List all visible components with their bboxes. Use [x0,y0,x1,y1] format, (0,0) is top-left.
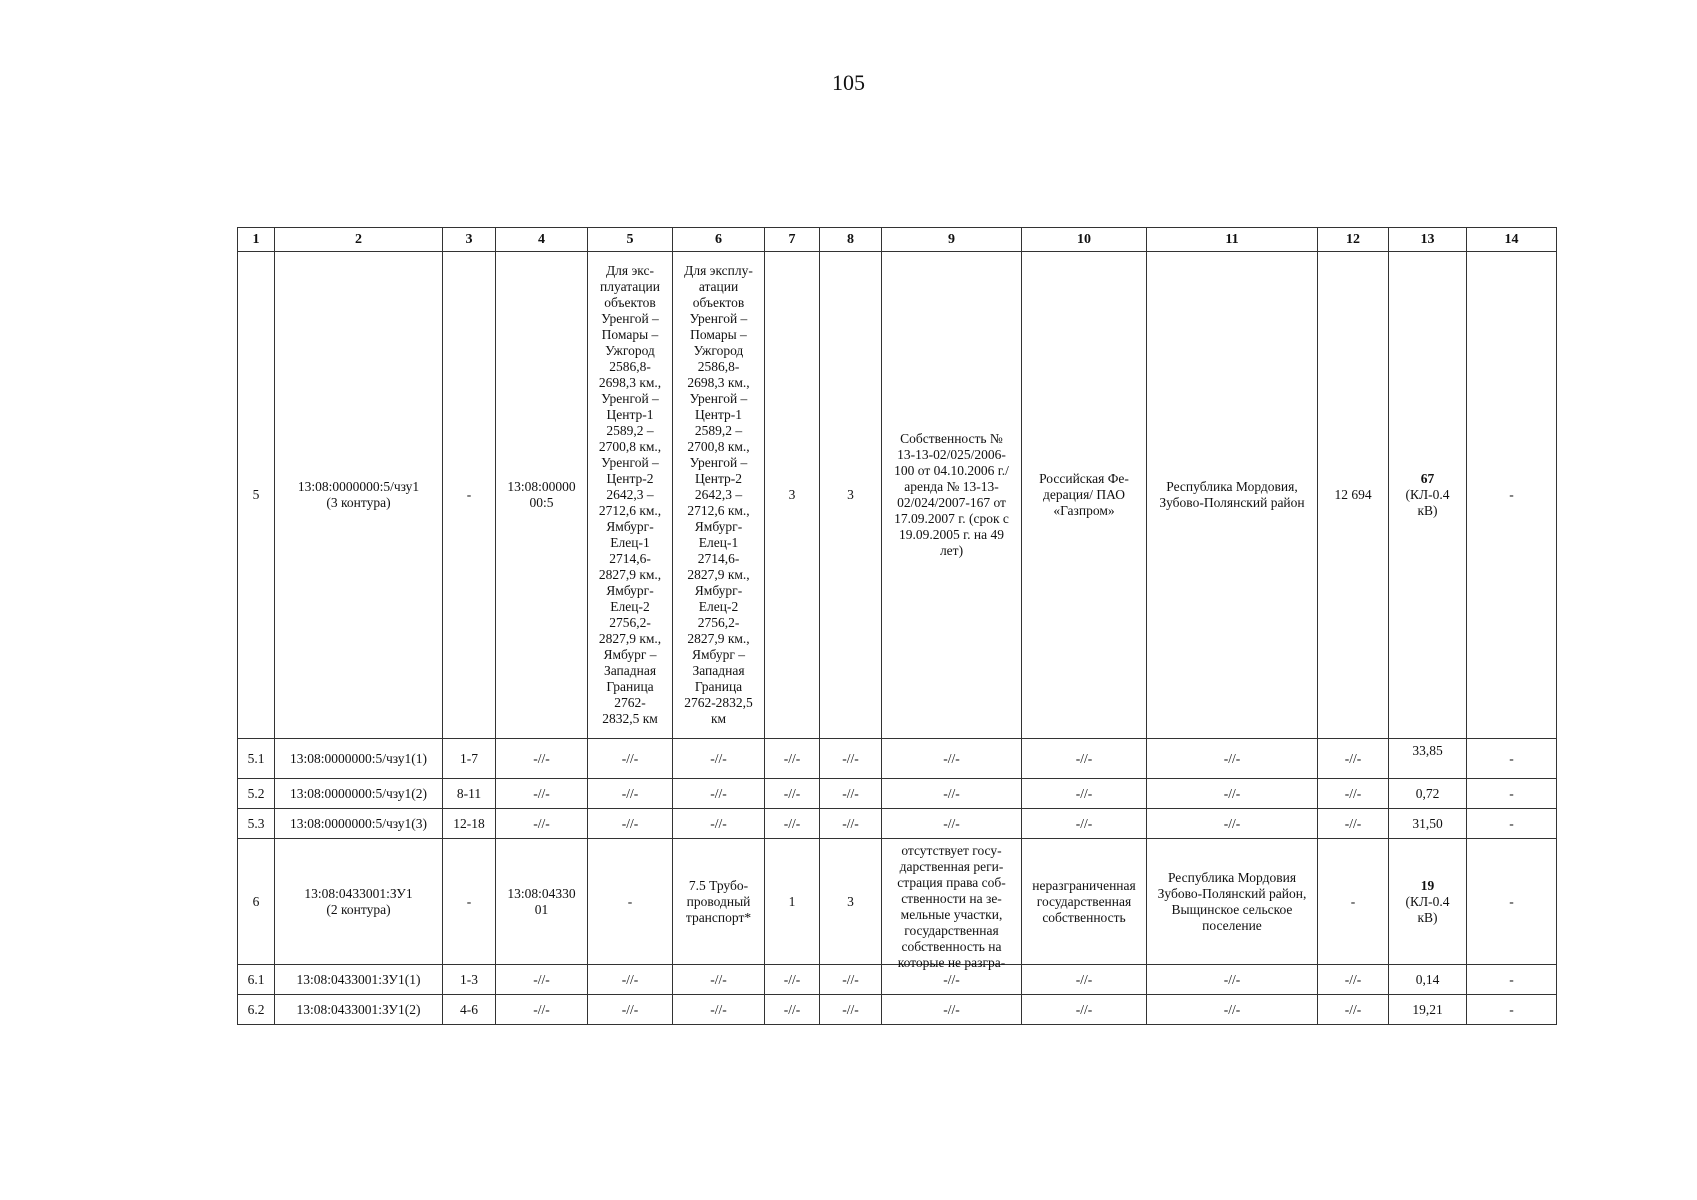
table-cell-col-3 [443,252,496,739]
cell-text: -//- [1344,971,1362,987]
cell-text: неразграниченная государственная собственность [1032,877,1136,925]
cell-text: 1-3 [460,971,478,987]
column-header-3: 3 [443,228,496,252]
table-cell-col-5 [588,809,673,839]
table-cell-col-7 [765,839,820,965]
table-cell-col-3 [443,809,496,839]
table-cell-col-14 [1467,252,1557,739]
cell-text: - [466,893,472,909]
cell-text: 13:08:0000000:5/чзу1(1) [289,750,428,766]
cell-text: Республика Мордовия, Зубово-Полянский район [1159,479,1305,510]
cell-text: -//- [621,750,639,766]
cell-text: Республика Мордовия Зубово-Полянский район, Выщинское сельское поселение [1157,869,1307,933]
cell-text: -//- [621,1001,639,1017]
table-cell-col-1 [238,839,275,965]
table-cell-col-1 [238,995,275,1025]
column-header-9: 9 [882,228,1022,252]
cell-text: -//- [710,750,727,766]
cell-text: 5.3 [247,815,265,831]
table-cell-col-11 [1147,965,1318,995]
table-row [238,252,1557,739]
column-header-12: 12 [1318,228,1389,252]
table-cell-col-6 [673,252,765,739]
cell-text: 13:08:0000000:5/чзу1(2) [289,785,428,801]
table-cell-col-5 [588,779,673,809]
cell-text: -//- [842,785,859,801]
table-cell-col-3 [443,839,496,965]
table-cell-col-11 [1147,809,1318,839]
cell-text: 12 694 [1334,487,1372,502]
table-cell-col-13 [1389,252,1467,739]
cell-text: -//- [783,815,801,831]
cell-text: 8-11 [456,785,482,801]
table-cell-col-12 [1318,739,1389,779]
table-cell-col-8 [820,252,882,739]
cell-text: -//- [1223,815,1241,831]
table-cell-col-12 [1318,965,1389,995]
cell-text: -//- [783,750,801,766]
table-cell-col-2 [275,252,443,739]
cell-value-note: (КЛ-0.4 кВ) [1405,487,1450,518]
cell-text: 3 [847,893,854,909]
cell-text: - [1509,815,1514,831]
cell-text: - [1350,893,1356,909]
cell-text: -//- [943,750,960,766]
cell-text: 0,72 [1415,785,1440,801]
table-cell-col-9 [882,739,1022,779]
table-cell-col-13 [1389,965,1467,995]
cell-text: - [1509,893,1514,909]
table-cell-col-13 [1389,809,1467,839]
cell-text: 1 [788,893,796,909]
cell-text: 3 [847,487,854,502]
table-cell-col-4 [496,739,588,779]
cell-text: 5 [252,487,260,502]
table-cell-col-6 [673,995,765,1025]
cell-text: -//- [943,1001,960,1017]
table-cell-col-12 [1318,995,1389,1025]
cell-value-note: (КЛ-0.4 кВ) [1405,893,1450,925]
cell-text: -//- [1223,750,1241,766]
table-cell-col-14 [1467,779,1557,809]
table-cell-col-10 [1022,252,1147,739]
cell-text: -//- [1075,750,1093,766]
cell-text: -//- [533,750,550,766]
cell-text: -//- [710,1001,727,1017]
cell-text: 5.1 [247,750,265,766]
cell-text: Для эксплу- атации объектов Уренгой – Помары – Ужгород 2586,8- 2698,3 км., Уренгой – Центр-1 2589,2 – 2700,8 км., Уренгой – Центр-2 2642,3 – 2712,6 км., Ямбург- Елец-1 2714,6- 2827,9 км., Ямбург- Елец-2 2756,2- 2827,9 км., Ямбург – Западная Граница 2762-2832,5 км [684,263,753,726]
cell-text: 13:08:0433001:ЗУ1(2) [296,1001,421,1017]
cell-text: 6.1 [247,971,265,987]
table-cell-col-5 [588,965,673,995]
cell-text: - [627,893,633,909]
cell-value-bold: 67 [1420,471,1435,486]
table-cell-col-1 [238,739,275,779]
cell-text: 5.2 [247,785,265,801]
table-cell-col-11 [1147,252,1318,739]
cell-text: 31,50 [1412,815,1443,831]
cell-text: 13:08:0433001:ЗУ1(1) [296,971,421,987]
table-cell-col-11 [1147,995,1318,1025]
cell-text: 6.2 [247,1001,265,1017]
column-header-5: 5 [588,228,673,252]
cell-text: -//- [783,971,801,987]
land-plot-table [237,227,1557,1025]
cell-text: -//- [710,971,727,987]
table-row [238,995,1557,1025]
cell-text: - [466,487,472,502]
cell-text: - [1509,1001,1514,1017]
cell-text: -//- [842,750,859,766]
column-header-1: 1 [238,228,275,252]
table-cell-col-6 [673,809,765,839]
cell-value-bold: 19 [1420,877,1435,893]
table-cell-col-3 [443,739,496,779]
table-row [238,839,1557,965]
table-cell-col-3 [443,779,496,809]
table-cell-col-9 [882,252,1022,739]
column-header-6: 6 [673,228,765,252]
cell-text: -//- [1223,1001,1241,1017]
cell-text: -//- [710,815,727,831]
cell-text: -//- [1344,785,1362,801]
column-header-11: 11 [1147,228,1318,252]
column-header-13: 13 [1389,228,1467,252]
table-cell-col-2 [275,809,443,839]
cell-text: 7.5 Трубо- проводный транспорт* [685,877,752,925]
table-cell-col-12 [1318,252,1389,739]
table-cell-col-3 [443,995,496,1025]
table-cell-col-2 [275,839,443,965]
table-cell-col-4 [496,995,588,1025]
table-cell-col-10 [1022,779,1147,809]
table-cell-col-11 [1147,839,1318,965]
cell-text: 3 [788,487,796,502]
cell-text: 13:08:0000000:5/чзу1 (3 контура) [297,479,420,510]
table-cell-col-14 [1467,995,1557,1025]
table-cell-col-10 [1022,739,1147,779]
table-cell-col-7 [765,995,820,1025]
cell-text: 12-18 [453,815,485,831]
table-cell-col-9 [882,839,1022,970]
cell-text: Российская Фе- дерация/ ПАО «Газпром» [1039,471,1129,518]
cell-text: 0,14 [1415,971,1440,987]
table-cell-col-4 [496,965,588,995]
table-row [238,809,1557,839]
cell-text: - [1509,785,1514,801]
page-number: 105 [832,70,865,95]
table-cell-col-14 [1467,965,1557,995]
cell-text: -//- [1075,785,1093,801]
table-cell-col-14 [1467,839,1557,965]
column-header-14: 14 [1467,228,1557,252]
table-cell-col-1 [238,965,275,995]
table-cell-col-10 [1022,965,1147,995]
table-cell-col-7 [765,779,820,809]
table-cell-col-8 [820,965,882,995]
table-cell-col-8 [820,839,882,965]
table-cell-col-2 [275,739,443,779]
cell-text: -//- [533,785,550,801]
table-cell-col-7 [765,739,820,779]
table-cell-col-5 [588,839,673,965]
table-cell-col-13 [1389,779,1467,809]
cell-text: -//- [1075,1001,1093,1017]
cell-text: -//- [533,971,550,987]
table-cell-col-2 [275,995,443,1025]
table-cell-col-13 [1389,839,1467,965]
cell-text: 1-7 [460,750,478,766]
table-cell-col-3 [443,965,496,995]
table-cell-col-9 [882,995,1022,1025]
cell-text: -//- [533,815,550,831]
table-cell-col-4 [496,809,588,839]
cell-text: -//- [1344,750,1362,766]
table-cell-col-8 [820,739,882,779]
cell-text: -//- [783,785,801,801]
cell-text: -//- [943,785,960,801]
table-cell-col-4 [496,839,588,965]
cell-text: -//- [842,815,859,831]
cell-text: -//- [621,815,639,831]
column-header-4: 4 [496,228,588,252]
table-cell-col-10 [1022,809,1147,839]
cell-text: -//- [1075,815,1093,831]
cell-text: 13:08:0000000:5/чзу1(3) [289,815,428,831]
table-cell-col-4 [496,252,588,739]
table-cell-col-1 [238,809,275,839]
table-cell-col-11 [1147,779,1318,809]
cell-text: 4-6 [460,1001,478,1017]
cell-text: -//- [943,971,960,987]
table-cell-col-12 [1318,809,1389,839]
cell-text: Для экс- плуатации объектов Уренгой – Помары – Ужгород 2586,8- 2698,3 км., Уренгой – Центр-1 2589,2 – 2700,8 км., Уренгой – Центр-2 2642,3 – 2712,6 км., Ямбург- Елец-1 2714,6- 2827,9 км., Ямбург- Елец-2 2756,2- 2827,9 км., Ямбург – Западная Граница 2762- 2832,5 км [598,263,662,726]
cell-text: 19,21 [1412,1001,1443,1017]
table-cell-col-4 [496,779,588,809]
table-cell-col-6 [673,965,765,995]
cell-text: -//- [710,785,727,801]
column-header-8: 8 [820,228,882,252]
table-cell-col-6 [673,839,765,965]
cell-text: 6 [252,893,260,909]
table-cell-col-6 [673,739,765,779]
table-cell-col-11 [1147,739,1318,779]
cell-text: -//- [842,971,859,987]
table-cell-col-13 [1389,995,1467,1025]
table-cell-col-2 [275,965,443,995]
column-header-10: 10 [1022,228,1147,252]
table-cell-col-12 [1318,779,1389,809]
header-row [238,228,1557,252]
table-cell-col-8 [820,779,882,809]
cell-text: 33,85 [1412,743,1443,758]
table-cell-col-9 [882,809,1022,839]
cell-text: -//- [533,1001,550,1017]
table-cell-col-8 [820,995,882,1025]
table-cell-col-8 [820,809,882,839]
cell-text: -//- [943,815,960,831]
cell-text: - [1509,971,1514,987]
table-cell-col-1 [238,252,275,739]
cell-text: 13:08:00000 00:5 [507,479,576,510]
cell-text: - [1509,487,1514,502]
cell-text: -//- [621,971,639,987]
column-header-2: 2 [275,228,443,252]
table-row [238,739,1557,779]
cell-text: 13:08:04330 01 [507,885,576,917]
table-cell-col-2 [275,779,443,809]
table-row [238,779,1557,809]
table-cell-col-10 [1022,839,1147,965]
cell-text: -//- [1344,815,1362,831]
cell-text: отсутствует госу- дарственная реги- страция права соб- ственности на зе- мельные участки, государственная собственность на которые не разгра- [897,843,1006,970]
column-header-7: 7 [765,228,820,252]
cell-text: -//- [1344,1001,1362,1017]
cell-text: - [1509,750,1514,766]
cell-text: -//- [783,1001,801,1017]
table-cell-col-5 [588,995,673,1025]
cell-text: -//- [1075,971,1093,987]
table-cell-col-9 [882,779,1022,809]
table-cell-col-7 [765,252,820,739]
table-cell-col-5 [588,739,673,779]
cell-text: -//- [621,785,639,801]
cell-text: -//- [842,1001,859,1017]
table-cell-col-14 [1467,739,1557,779]
table-cell-col-7 [765,809,820,839]
table-cell-col-14 [1467,809,1557,839]
table-cell-col-7 [765,965,820,995]
table-cell-col-5 [588,252,673,739]
cell-text: Собственность № 13-13-02/025/2006- 100 от 04.10.2006 г./ аренда № 13-13- 02/024/2007-167 от 17.09.2007 г. (срок с 19.09.2005 г. на 49 лет) [894,431,1009,558]
cell-text: -//- [1223,971,1241,987]
cell-text: 13:08:0433001:ЗУ1 (2 контура) [304,885,413,917]
table-cell-col-6 [673,779,765,809]
table-cell-col-10 [1022,995,1147,1025]
table-cell-col-12 [1318,839,1389,965]
table-cell-col-13 [1389,739,1467,779]
table-cell-col-1 [238,779,275,809]
cell-text: -//- [1223,785,1241,801]
